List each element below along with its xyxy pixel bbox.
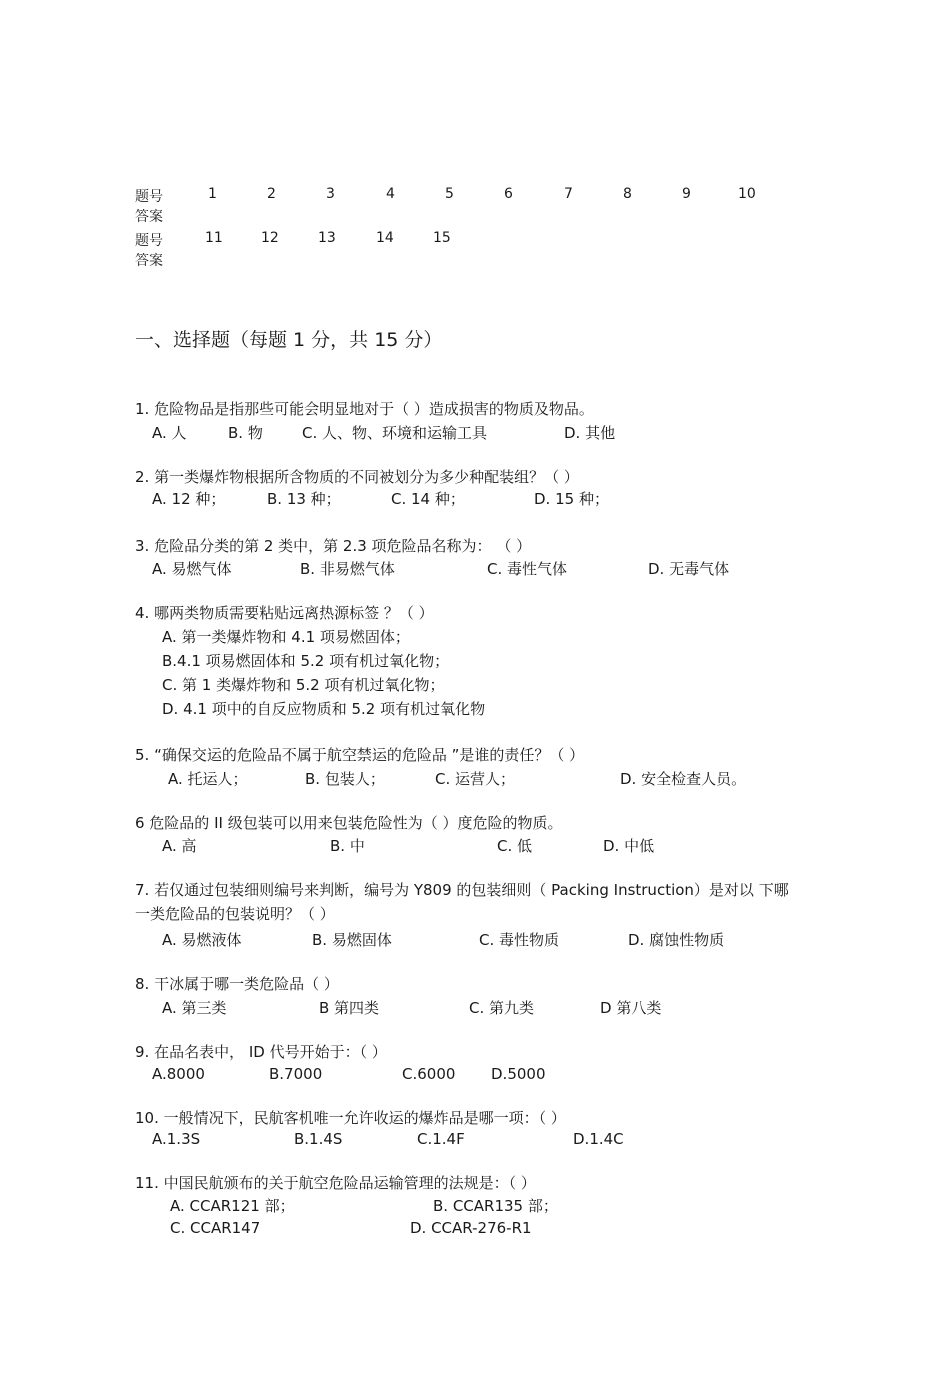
question-option: D 第八类 [600, 999, 662, 1017]
answer-table-number: 6 [504, 186, 513, 202]
question-option: A. 托运人； [168, 770, 248, 788]
question-option: C. 毒性物质 [479, 931, 560, 949]
question-option: D. 15 种； [534, 490, 609, 508]
question-stem: 9. 在品名表中， ID 代号开始于：（ ） [135, 1043, 387, 1061]
question-stem: 1. 危险物品是指那些可能会明显地对于（ ）造成损害的物质及物品。 [135, 400, 594, 418]
answer-table-row1-answer: 答案 [135, 209, 163, 225]
question-option: A. 高 [162, 837, 197, 855]
question-stem: 4. 哪两类物质需要粘贴远离热源标签 ？（ ） [135, 604, 434, 622]
question-option: A. 12 种； [152, 490, 226, 508]
question-option: D. 无毒气体 [648, 560, 730, 578]
answer-table-number: 5 [445, 186, 454, 202]
answer-table-number: 4 [386, 186, 395, 202]
answer-table-number: 8 [623, 186, 632, 202]
question-option: A.1.3S [152, 1130, 201, 1148]
question-option: A. 易燃气体 [152, 560, 232, 578]
question-option: C.6000 [402, 1065, 456, 1083]
question-option: B. 中 [330, 837, 365, 855]
answer-table-number: 11 [205, 230, 223, 246]
question-stem: 7. 若仅通过包装细则编号来判断，编号为 Y809 的包装细则（ Packing Instruction）是对以 下哪 [135, 881, 789, 899]
question-stem: 10. 一般情况下，民航客机唯一允许收运的爆炸品是哪一项：（ ） [135, 1109, 566, 1127]
question-option: A. 易燃液体 [162, 931, 242, 949]
question-option: D.5000 [491, 1065, 546, 1083]
answer-table-number: 9 [682, 186, 691, 202]
question-stem: 2. 第一类爆炸物根据所含物质的不同被划分为多少种配装组？（ ） [135, 468, 579, 486]
answer-table-number: 7 [564, 186, 573, 202]
question-option: C. 人、物、环境和运输工具 [302, 424, 488, 442]
question-stem: 11. 中国民航颁布的关于航空危险品运输管理的法规是：（ ） [135, 1174, 536, 1192]
answer-table-number: 10 [738, 186, 756, 202]
question-option: C. 毒性气体 [487, 560, 568, 578]
question-option: C. 运营人； [435, 770, 516, 788]
question-option: B 第四类 [319, 999, 380, 1017]
question-stem: 6 危险品的 II 级包装可以用来包装危险性为（ ）度危险的物质。 [135, 814, 563, 832]
question-option: C. 低 [497, 837, 533, 855]
question-option: A. 人 [152, 424, 187, 442]
answer-table-number: 15 [433, 230, 451, 246]
question-option: A. 第三类 [162, 999, 227, 1017]
question-option: B.4.1 项易燃固体和 5.2 项有机过氧化物； [162, 652, 450, 670]
question-stem-continuation: 一类危险品的包装说明？（ ） [135, 905, 335, 923]
question-stem: 8. 干冰属于哪一类危险品（ ） [135, 975, 339, 993]
question-option: D. 中低 [603, 837, 655, 855]
question-option: B. 非易燃气体 [300, 560, 395, 578]
answer-table-row1-header: 题号 [135, 189, 163, 205]
question-option: D. 腐蚀性物质 [628, 931, 725, 949]
question-option: A. 第一类爆炸物和 4.1 项易燃固体； [162, 628, 410, 646]
question-option: D. CCAR-276-R1 [410, 1219, 532, 1237]
question-option: B. 包装人； [305, 770, 385, 788]
question-option: B. 易燃固体 [312, 931, 392, 949]
question-option: C. 第 1 类爆炸物和 5.2 项有机过氧化物； [162, 676, 445, 694]
question-option: B.7000 [269, 1065, 323, 1083]
question-option: C. 第九类 [469, 999, 535, 1017]
question-option: C. CCAR147 [170, 1219, 261, 1237]
answer-table-number: 14 [376, 230, 394, 246]
question-option: D.1.4C [573, 1130, 624, 1148]
answer-table-number: 12 [261, 230, 279, 246]
question-option: A.8000 [152, 1065, 205, 1083]
question-option: B. 物 [228, 424, 263, 442]
question-option: C. 14 种； [391, 490, 465, 508]
question-option: A. CCAR121 部； [170, 1197, 295, 1215]
question-stem: 5. “确保交运的危险品不属于航空禁运的危险品 ”是谁的责任？（ ） [135, 746, 585, 764]
question-option: B. 13 种； [267, 490, 341, 508]
question-option: D. 安全检查人员。 [620, 770, 747, 788]
answer-table-number: 2 [267, 186, 276, 202]
question-option: B.1.4S [294, 1130, 343, 1148]
question-option: D. 4.1 项中的自反应物质和 5.2 项有机过氧化物 [162, 700, 486, 718]
answer-table-number: 1 [208, 186, 217, 202]
answer-table-number: 13 [318, 230, 336, 246]
answer-table-row2-answer: 答案 [135, 253, 163, 269]
answer-table-row2-header: 题号 [135, 233, 163, 249]
answer-table-number: 3 [326, 186, 335, 202]
section-title: 一、选择题（每题 1 分，共 15 分） [135, 329, 443, 351]
question-option: B. CCAR135 部； [433, 1197, 558, 1215]
question-option: C.1.4F [417, 1130, 465, 1148]
question-stem: 3. 危险品分类的第 2 类中，第 2.3 项危险品名称为： （ ） [135, 537, 532, 555]
question-option: D. 其他 [564, 424, 616, 442]
